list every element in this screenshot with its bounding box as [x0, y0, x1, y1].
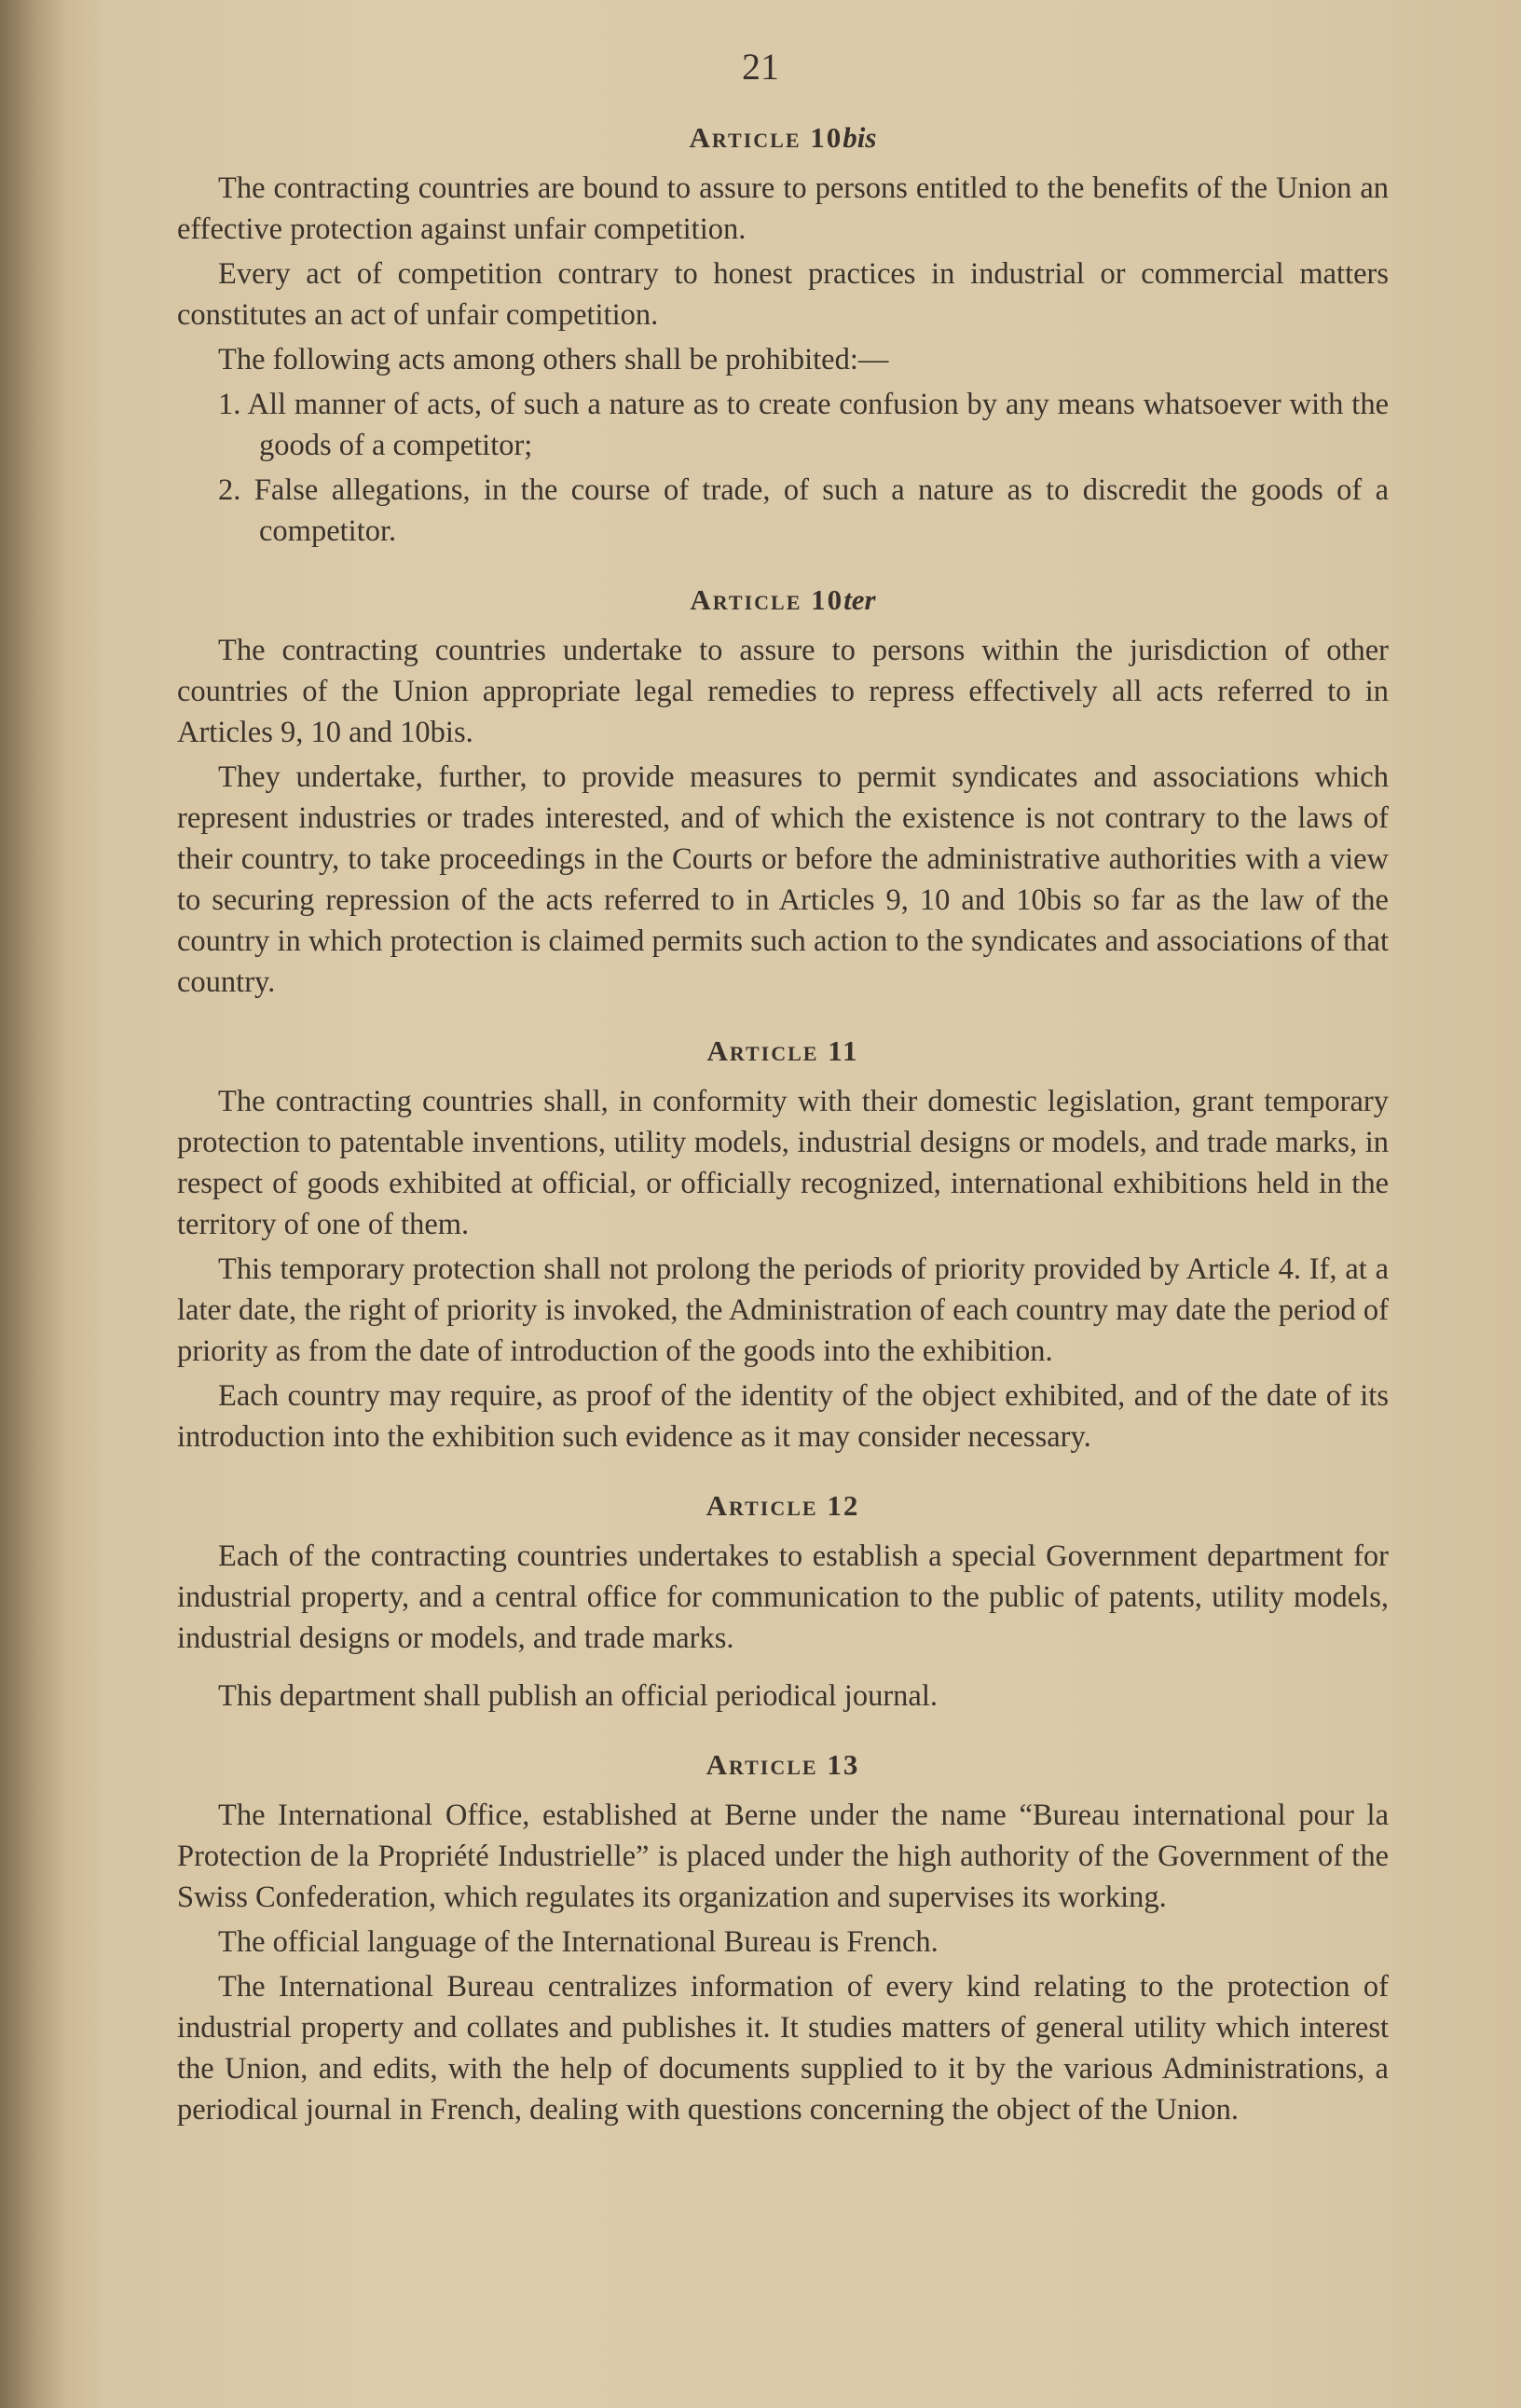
- paragraph: The contracting countries undertake to assure to persons within the jurisdiction of other countries of the Union appropriate legal remedies to repress effectively all acts referred to in Articles 9, 10 and 10bis.: [177, 634, 1389, 749]
- page-number: 21: [742, 46, 779, 88]
- list-item: 2. False allegations, in the course of trade, of such a nature as to discredit the goods of a competitor.: [218, 473, 1389, 548]
- paragraph: The following acts among others shall be prohibited:—: [218, 343, 889, 376]
- article-10bis: [177, 121, 1389, 552]
- paragraph: Each of the contracting countries undertakes to establish a special Government department for industrial property, and a central office for communication to the public of patents, utility models, industrial designs or models, and trade marks.: [177, 1539, 1389, 1655]
- article-heading: Article 10ter: [690, 583, 876, 616]
- article-10ter: [177, 583, 1389, 1003]
- list-item: 1. All manner of acts, of such a nature as to create confusion by any means whatsoever with the goods of a competitor;: [218, 388, 1389, 462]
- treaty-text: [177, 121, 1389, 2162]
- paragraph: They undertake, further, to provide measures to permit syndicates and associations which represent industries or trades interested, and of which the existence is not contrary to the laws of their country, to take proceedings in the Courts or before the administrative authorities with a view to securing repression of the acts referred to in Articles 9, 10 and 10bis so far as the law of the country in which protection is claimed permits such action to the syndicates and associations of that country.: [177, 760, 1389, 999]
- article-heading: Article 11: [706, 1034, 859, 1067]
- article-heading: Article 13: [706, 1748, 860, 1781]
- paragraph: Each country may require, as proof of the identity of the object exhibited, and of the date of its introduction into the exhibition such evidence as it may consider necessary.: [177, 1379, 1389, 1454]
- paragraph: This department shall publish an official periodical journal.: [218, 1679, 938, 1713]
- paragraph: This temporary protection shall not prolong the periods of priority provided by Article 4. If, at a later date, the right of priority is invoked, the Administration of each country may date the period of priority as from the date of introduction of the goods into the exhibition.: [177, 1252, 1389, 1368]
- article-heading: Article 10bis: [689, 121, 877, 154]
- article-13: [177, 1748, 1389, 2130]
- article-12: [177, 1489, 1389, 1717]
- paragraph: Every act of competition contrary to honest practices in industrial or commercial matters constitutes an act of unfair competition.: [177, 257, 1389, 332]
- paragraph: The International Office, established at Berne under the name “Bureau international pour la Protection de la Propriété Industrielle” is placed under the high authority of the Government of the Swiss Confederation, which regulates its organization and supervises its working.: [177, 1799, 1389, 1914]
- paragraph: The contracting countries shall, in conformity with their domestic legislation, grant temporary protection to patentable inventions, utility models, industrial designs or models, and trade marks, in respect of goods exhibited at official, or officially recognized, international exhibitions held in the territory of one of them.: [177, 1085, 1389, 1241]
- paragraph: The International Bureau centralizes information of every kind relating to the protection of industrial property and collates and publishes it. It studies matters of general utility which interest the Union, and edits, with the help of documents supplied to it by the various Administrations, a periodical journal in French, dealing with questions concerning the object of the Union.: [177, 1970, 1389, 2127]
- paragraph: The official language of the International Bureau is French.: [218, 1925, 939, 1959]
- article-heading: Article 12: [706, 1489, 860, 1522]
- paragraph: The contracting countries are bound to assure to persons entitled to the benefits of the Union an effective protection against unfair competition.: [177, 171, 1389, 246]
- bleed-through-edge: [0, 0, 65, 2408]
- article-11: [177, 1034, 1389, 1457]
